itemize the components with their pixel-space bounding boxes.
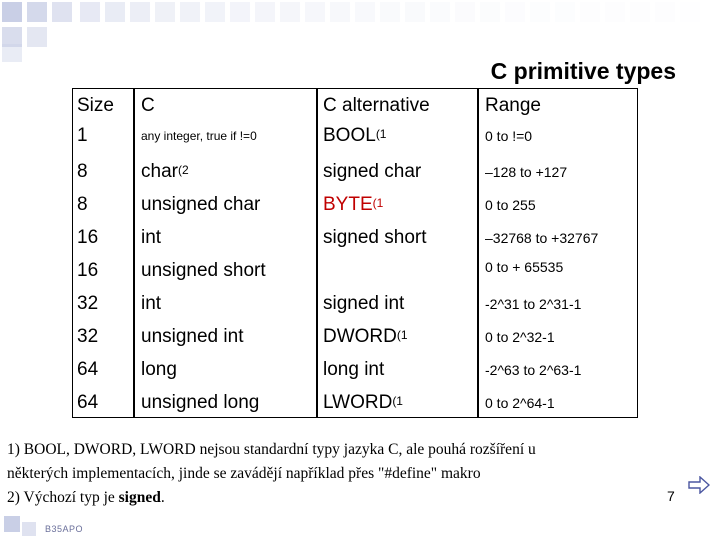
c-type-cell: any integer, true if !=0 [141, 128, 257, 143]
alt-type-cell: signed char [323, 160, 422, 182]
c-type-cell: long [141, 358, 177, 380]
table-row [73, 155, 637, 188]
c-type-cell: unsigned int [141, 325, 244, 347]
table-row [73, 353, 637, 386]
footnotes [7, 438, 536, 510]
table-row [73, 386, 637, 419]
size-cell: 32 [77, 325, 99, 347]
range-cell: –128 to +127 [485, 163, 568, 180]
alt-type-cell: DWORD $^{(1}$ [323, 325, 408, 347]
alt-type-cell: BOOL $^{(1}$ [323, 124, 387, 146]
size-cell: 8 [77, 193, 88, 215]
types-table [72, 88, 638, 418]
next-slide-arrow-icon[interactable] [688, 476, 710, 494]
footer-course-code: B35APO [45, 524, 84, 534]
size-cell: 8 [77, 160, 88, 182]
range-cell: –32768 to +32767 [485, 229, 599, 246]
size-cell: 64 [77, 391, 99, 413]
header-range: Range [485, 94, 541, 116]
footnote-1-line-1: 1) BOOL, DWORD, LWORD nejsou standardní typy jazyka C, ale pouhá rozšíření u [7, 441, 536, 458]
c-type-cell: unsigned long [141, 391, 260, 413]
size-cell: 64 [77, 358, 99, 380]
header-size: Size [77, 94, 114, 116]
range-cell: -2^31 to 2^31-1 [485, 295, 582, 312]
header-c: C [141, 94, 155, 116]
c-type-cell: int [141, 226, 162, 248]
size-cell: 16 [77, 259, 99, 281]
range-cell: 0 to 2^64-1 [485, 394, 555, 411]
range-cell: 0 to !=0 [485, 127, 533, 144]
alt-type-cell: signed short [323, 226, 427, 248]
page-number: 7 [667, 488, 675, 504]
alt-type-cell: LWORD $^{(1}$ [323, 391, 403, 413]
size-cell: 16 [77, 226, 99, 248]
slide-title: C primitive types [490, 58, 676, 84]
footnote-2: 2) Výchozí typ je signed. [7, 489, 165, 506]
table-row [73, 188, 637, 221]
header-alt: C alternative [323, 94, 430, 116]
footnote-1-line-2: některých implementacích, jinde se zavádějí například přes "#define" makro [7, 465, 481, 482]
c-type-cell: unsigned short [141, 259, 266, 281]
c-type-cell: char $^{(2}$ [141, 160, 189, 182]
range-cell: 0 to + 65535 [485, 258, 564, 275]
table-row [73, 119, 637, 152]
size-cell: 1 [77, 124, 88, 146]
table-header-row [73, 89, 637, 122]
c-type-cell: unsigned char [141, 193, 261, 215]
range-cell: 0 to 2^32-1 [485, 328, 555, 345]
table-row [73, 254, 637, 287]
alt-type-cell: BYTE $^{(1}$ [323, 193, 384, 215]
c-type-cell: int [141, 292, 162, 314]
range-cell: 0 to 255 [485, 196, 536, 213]
header-decoration [0, 0, 720, 64]
table-row [73, 287, 637, 320]
alt-type-cell: signed int [323, 292, 405, 314]
size-cell: 32 [77, 292, 99, 314]
alt-type-cell: long int [323, 358, 385, 380]
range-cell: -2^63 to 2^63-1 [485, 361, 582, 378]
table-row [73, 320, 637, 353]
